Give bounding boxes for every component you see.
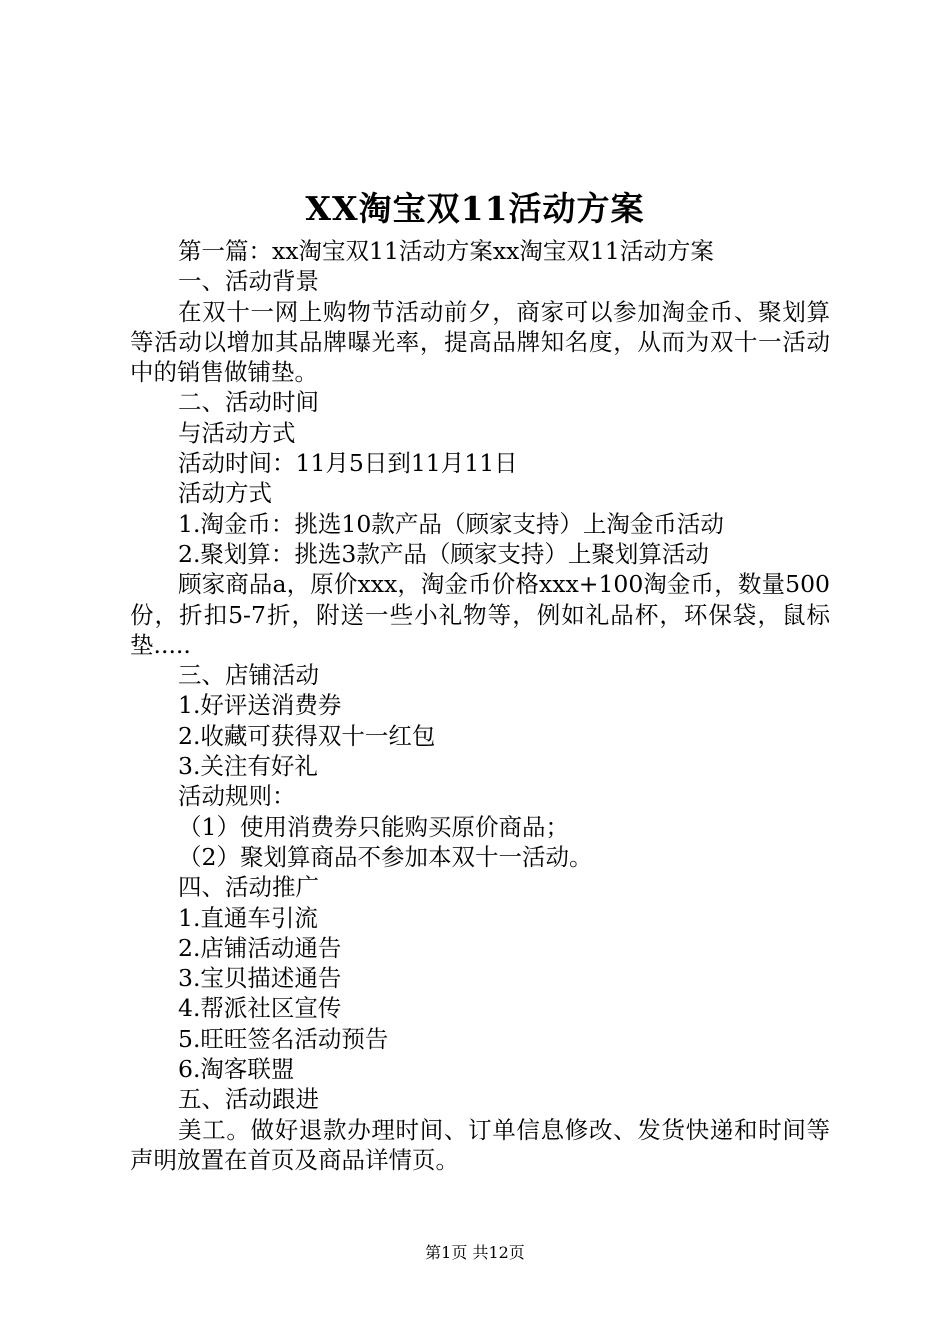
paragraph: 与活动方式 [178,418,296,447]
list-item: 2.店铺活动通告 [178,933,342,962]
list-item: 1.淘金币：挑选10款产品（顾家支持）上淘金币活动 [178,509,724,538]
section-heading: 四、活动推广 [178,873,319,902]
list-item: 6.淘客联盟 [178,1055,295,1084]
section-heading: 五、活动跟进 [178,1085,319,1114]
list-item: 2.收藏可获得双十一红包 [178,721,436,750]
list-item: 1.直通车引流 [178,903,318,932]
section-heading: 二、活动时间 [178,388,319,417]
list-item: 2.聚划算：挑选3款产品（顾家支持）上聚划算活动 [178,539,709,568]
paragraph: 活动方式 [178,479,272,508]
list-item: 3.宝贝描述通告 [178,964,342,993]
list-item: 5.旺旺签名活动预告 [178,1024,389,1053]
list-item: （2）聚划算商品不参加本双十一活动。 [178,842,593,871]
paragraph: 在双十一网上购物节活动前夕，商家可以参加淘金币、聚划算等活动以增加其品牌曝光率，提高品牌知名度，从而为双十一活动中的销售做铺垫。 [130,297,830,387]
list-item: 3.关注有好礼 [178,752,318,781]
document-title: XX淘宝双11活动方案 [305,189,645,228]
list-item: （1）使用消费券只能购买原价商品； [178,812,569,841]
paragraph: 活动时间：11月5日到11月11日 [178,449,518,478]
paragraph: 活动规则： [178,782,296,811]
paragraph: 美工。做好退款办理时间、订单信息修改、发货快递和时间等声明放置在首页及商品详情页。 [130,1115,830,1174]
list-item: 1.好评送消费券 [178,691,342,720]
paragraph: 顾家商品a，原价xxx，淘金币价格xxx+100淘金币，数量500份，折扣5-7折，附送一些小礼物等，例如礼品杯，环保袋，鼠标垫..... [130,570,830,659]
section-heading: 三、店铺活动 [178,661,319,690]
paragraph: 第一篇：xx淘宝双11活动方案xx淘宝双11活动方案 [178,237,714,265]
section-heading: 一、活动背景 [178,267,319,296]
page-number: 第1页 共12页 [425,1243,525,1262]
list-item: 4.帮派社区宣传 [178,994,342,1023]
document-body [130,236,830,1175]
